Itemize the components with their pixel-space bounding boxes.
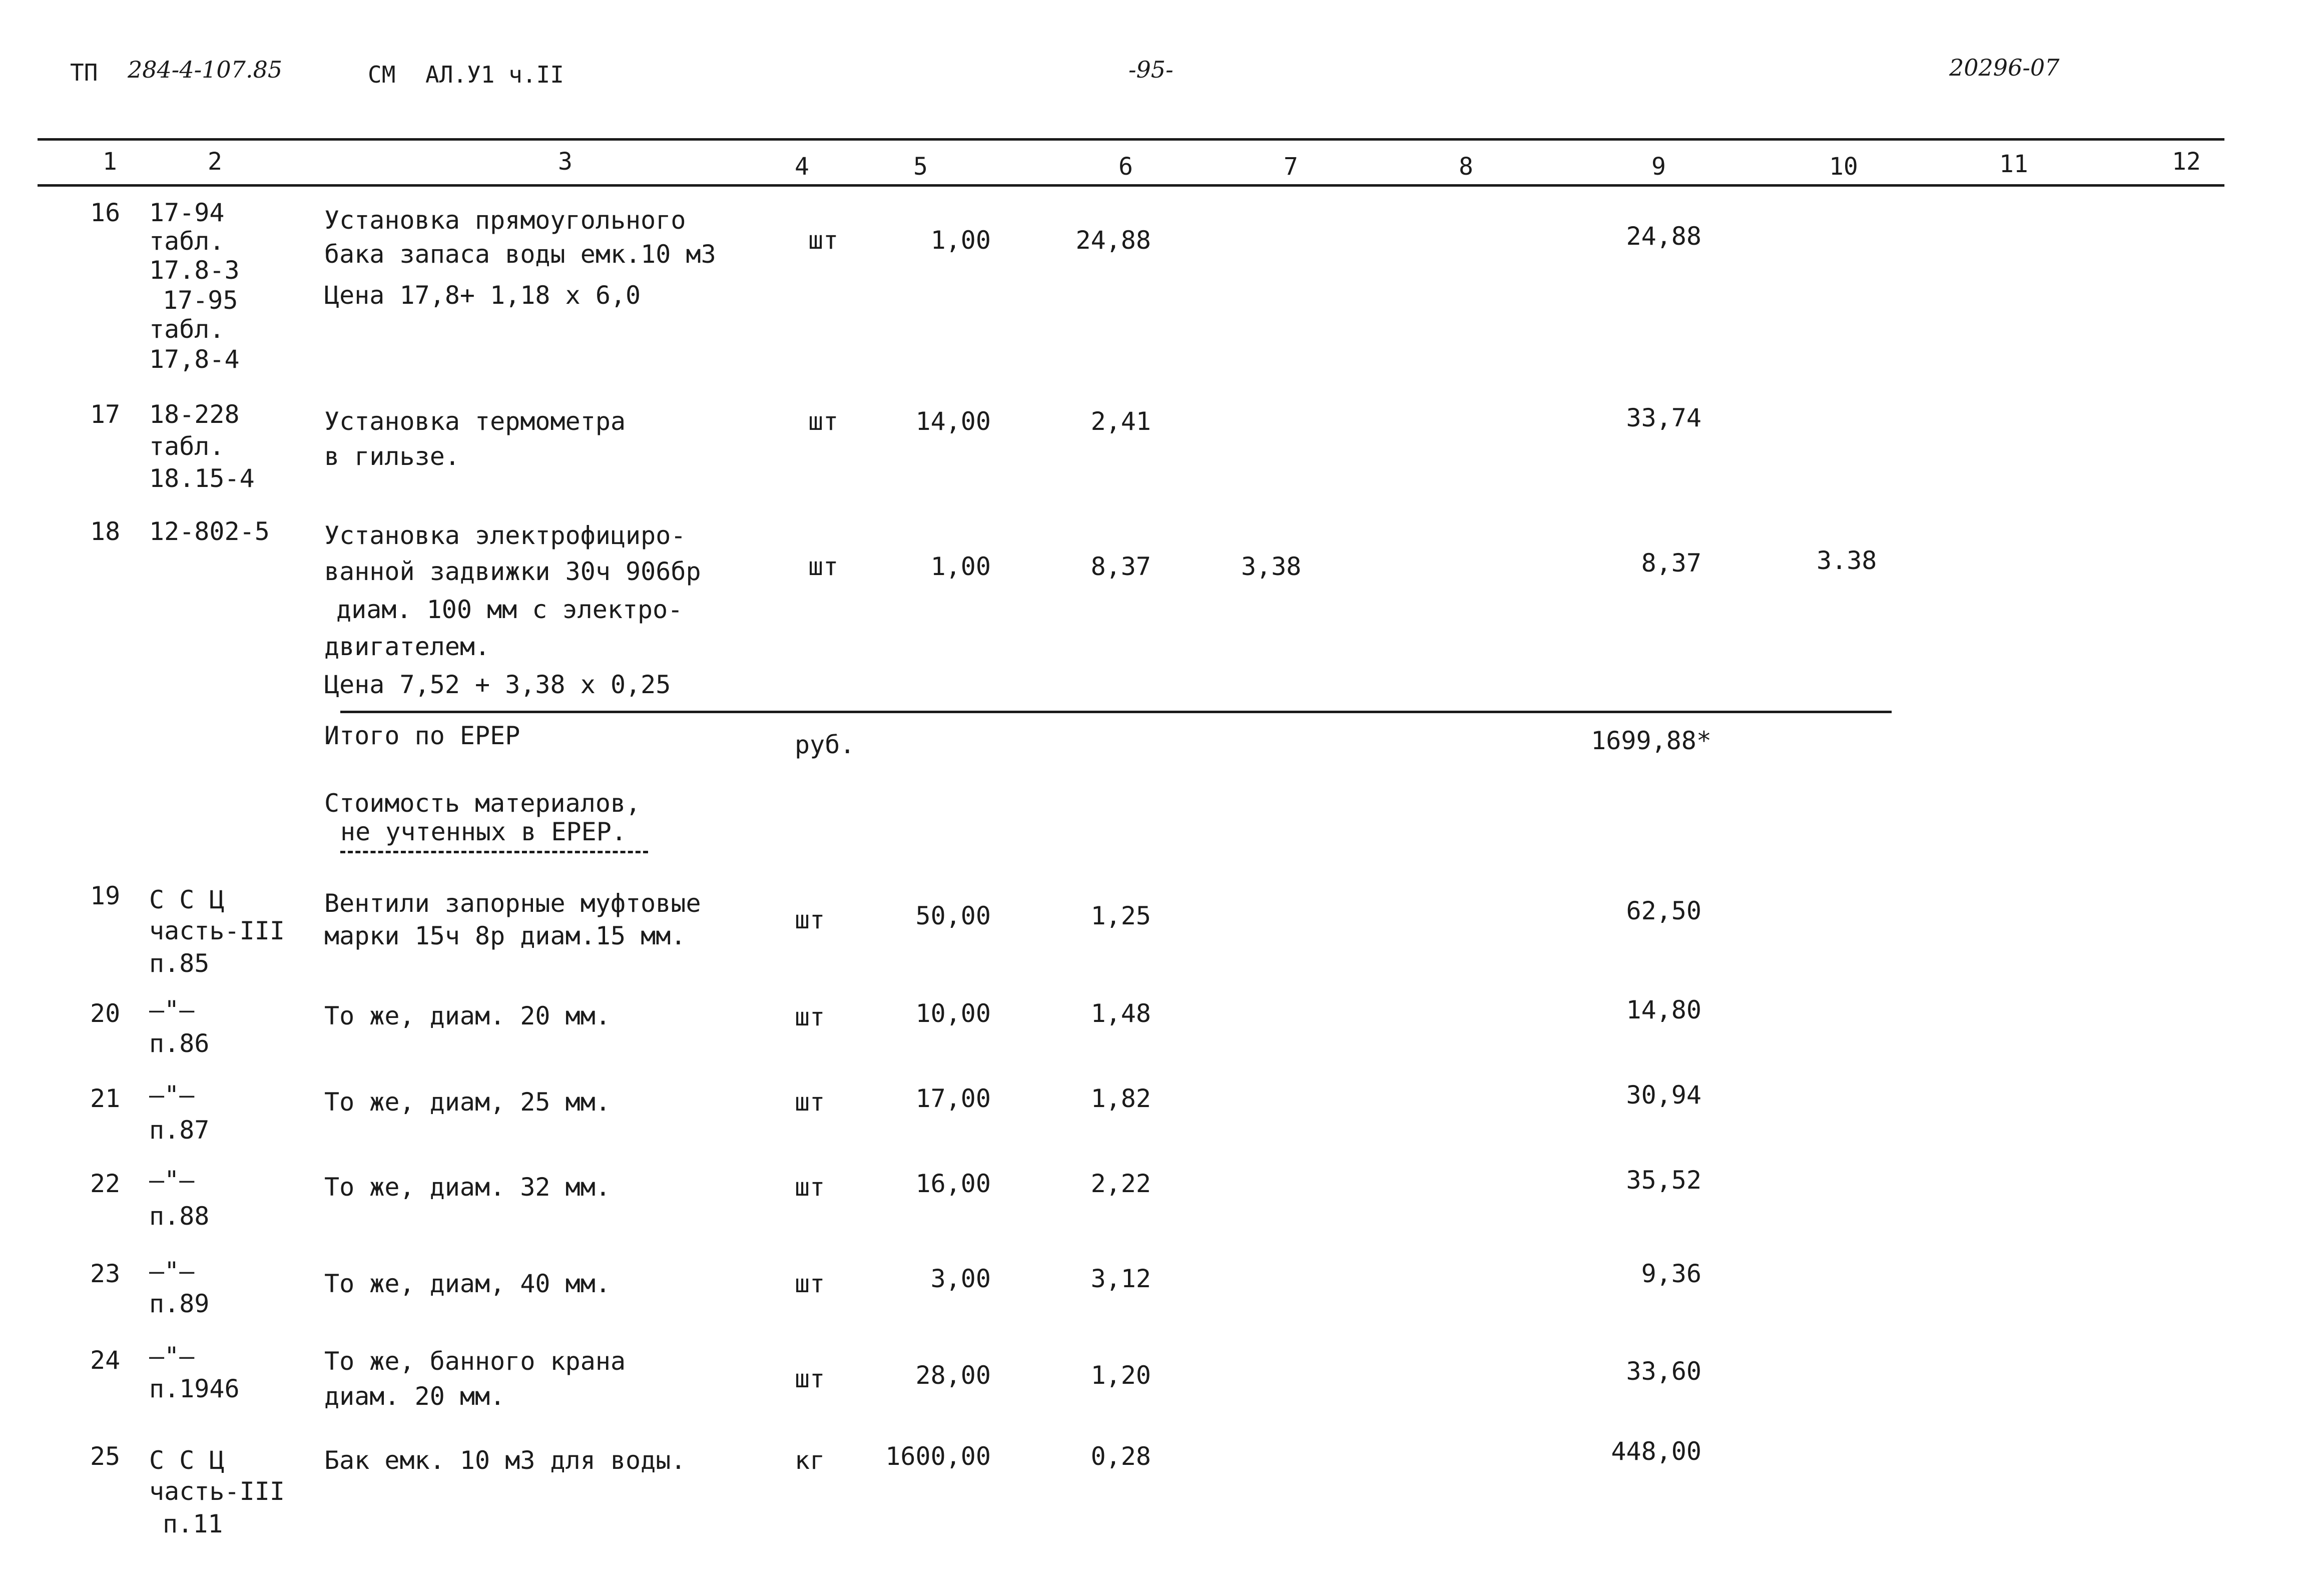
row-23-code-2: п.89 (149, 1289, 210, 1318)
row-16-desc-3: Цена 17,8+ 1,18 х 6,0 (324, 281, 641, 310)
row-25-total: 448,00 (1611, 1437, 1701, 1466)
row-24-number: 24 (90, 1346, 121, 1375)
row-16-code-3: 17.8-3 (149, 256, 240, 285)
row-16-code-4: 17-95 (163, 286, 238, 315)
subtotal-label: Итого по ЕРЕР (324, 721, 520, 750)
row-25-code-2: часть-III (149, 1477, 285, 1506)
row-20-desc-1: То же, диам. 20 мм. (324, 1001, 611, 1030)
row-20-total: 14,80 (1626, 995, 1701, 1024)
subtotal-total: 1699,88* (1591, 726, 1711, 755)
row-17-total: 33,74 (1626, 403, 1701, 432)
row-16-total: 24,88 (1626, 222, 1701, 251)
row-16-quantity: 1,00 (930, 226, 991, 255)
row-16-unit-price: 24,88 (1075, 226, 1151, 255)
document-number: 20296-07 (1949, 54, 2060, 81)
row-17-unit-price: 2,41 (1090, 407, 1151, 436)
row-17-quantity: 14,00 (915, 407, 991, 436)
row-25-quantity: 1600,00 (885, 1442, 991, 1471)
row-16-desc-1: Установка прямоугольного (324, 206, 686, 235)
row-21-unit: шт (795, 1088, 825, 1117)
row-19-code-1: С С Ц (149, 885, 225, 914)
row-18-total: 8,37 (1641, 549, 1701, 578)
row-25-unit-price: 0,28 (1090, 1442, 1151, 1471)
row-24-quantity: 28,00 (915, 1361, 991, 1390)
row-18-desc-1: Установка электрофициро- (324, 521, 686, 550)
row-18-desc-5: Цена 7,52 + 3,38 х 0,25 (324, 670, 671, 699)
row-23-desc-1: То же, диам, 40 мм. (324, 1269, 611, 1298)
column-header-10: 10 (1829, 153, 1858, 181)
row-17-code-1: 18-228 (149, 400, 240, 429)
row-21-total: 30,94 (1626, 1081, 1701, 1110)
column-header-5: 5 (913, 153, 928, 181)
row-22-unit-price: 2,22 (1090, 1169, 1151, 1198)
column-header-9: 9 (1651, 153, 1666, 181)
row-18-unit-price: 8,37 (1090, 552, 1151, 581)
row-16-desc-2: бака запаса воды емк.10 м3 (324, 240, 716, 269)
header-left-code: ТП (70, 59, 98, 86)
row-19-desc-2: марки 15ч 8р диам.15 мм. (324, 921, 686, 950)
row-18-desc-2: ванной задвижки 30ч 906бр (324, 557, 701, 586)
row-21-number: 21 (90, 1084, 121, 1113)
row-16-code-1: 17-94 (149, 198, 225, 227)
header-bottom-rule (38, 184, 2224, 187)
row-25-code-1: С С Ц (149, 1446, 225, 1475)
row-19-quantity: 50,00 (915, 901, 991, 930)
row-22-number: 22 (90, 1169, 121, 1198)
row-24-total: 33,60 (1626, 1357, 1701, 1386)
column-header-11: 11 (1999, 150, 2028, 178)
column-header-3: 3 (558, 148, 572, 176)
column-header-6: 6 (1118, 153, 1133, 181)
row-24-code-2: п.1946 (149, 1374, 240, 1403)
row-20-number: 20 (90, 999, 121, 1028)
row-21-code-1: —"— (149, 1081, 195, 1110)
row-16-code-6: 17,8-4 (149, 345, 240, 374)
row-20-code-1: —"— (149, 995, 195, 1024)
row-22-total: 35,52 (1626, 1166, 1701, 1195)
row-18-col10: 3.38 (1817, 546, 1877, 575)
row-19-desc-1: Вентили запорные муфтовые (324, 889, 701, 918)
column-header-2: 2 (208, 148, 222, 176)
row-19-number: 19 (90, 881, 121, 910)
row-23-code-1: —"— (149, 1257, 195, 1286)
subtotal-rule (340, 711, 1892, 713)
row-22-quantity: 16,00 (915, 1169, 991, 1198)
row-19-code-3: п.85 (149, 949, 210, 978)
row-18-code-1: 12-802-5 (149, 517, 270, 546)
row-18-number: 18 (90, 517, 121, 546)
column-header-8: 8 (1459, 153, 1473, 181)
row-23-total: 9,36 (1641, 1259, 1701, 1288)
row-21-quantity: 17,00 (915, 1084, 991, 1113)
row-22-desc-1: То же, диам. 32 мм. (324, 1173, 611, 1202)
row-22-unit: шт (795, 1173, 825, 1202)
page-number: -95- (1128, 56, 1174, 83)
row-17-code-3: 18.15-4 (149, 464, 255, 493)
row-24-desc-1: То же, банного крана (324, 1347, 626, 1376)
row-22-code-2: п.88 (149, 1202, 210, 1231)
row-20-unit: шт (795, 1002, 825, 1031)
project-number: 284-4-107.85 (128, 56, 283, 83)
row-18-quantity: 1,00 (930, 552, 991, 581)
subtotal-unit: руб. (795, 730, 855, 759)
row-17-desc-2: в гильзе. (324, 442, 460, 471)
row-24-code-1: —"— (149, 1342, 195, 1371)
row-21-desc-1: То же, диам, 25 мм. (324, 1088, 611, 1117)
row-16-unit: шт (808, 226, 839, 255)
column-header-7: 7 (1284, 153, 1298, 181)
row-19-unit-price: 1,25 (1090, 901, 1151, 930)
row-17-desc-1: Установка термометра (324, 407, 626, 436)
row-19-code-2: часть-III (149, 916, 285, 945)
row-24-unit-price: 1,20 (1090, 1361, 1151, 1390)
row-24-unit: шт (795, 1364, 825, 1393)
section-code: СМ (368, 61, 396, 88)
row-16-code-2: табл. (149, 227, 225, 256)
materials-heading-2: не учтенных в ЕРЕР. (340, 817, 627, 846)
row-25-number: 25 (90, 1442, 121, 1471)
row-17-code-2: табл. (149, 432, 225, 461)
materials-heading-1: Стоимость материалов, (324, 789, 641, 818)
row-22-code-1: —"— (149, 1166, 195, 1195)
row-20-code-2: п.86 (149, 1029, 210, 1058)
row-24-desc-2: диам. 20 мм. (324, 1382, 505, 1411)
row-18-desc-4: двигателем. (324, 632, 490, 661)
row-16-number: 16 (90, 198, 121, 227)
row-20-unit-price: 1,48 (1090, 999, 1151, 1028)
row-21-code-2: п.87 (149, 1116, 210, 1145)
row-25-code-3: п.11 (163, 1509, 223, 1538)
row-18-col7: 3,38 (1241, 552, 1302, 581)
row-19-unit: шт (795, 905, 825, 934)
row-25-desc-1: Бак емк. 10 м3 для воды. (324, 1446, 686, 1475)
row-21-unit-price: 1,82 (1090, 1084, 1151, 1113)
album-code: АЛ.У1 ч.II (425, 61, 564, 88)
row-17-unit: шт (808, 407, 839, 436)
column-header-1: 1 (103, 148, 117, 176)
row-23-unit: шт (795, 1269, 825, 1298)
row-18-unit: шт (808, 552, 839, 581)
row-23-unit-price: 3,12 (1090, 1264, 1151, 1293)
header-top-rule (38, 138, 2224, 141)
row-20-quantity: 10,00 (915, 999, 991, 1028)
column-header-4: 4 (795, 153, 809, 181)
row-16-code-5: табл. (149, 315, 225, 344)
row-23-number: 23 (90, 1259, 121, 1288)
materials-heading-underline (340, 851, 648, 853)
row-23-quantity: 3,00 (930, 1264, 991, 1293)
row-19-total: 62,50 (1626, 896, 1701, 925)
row-18-desc-3: диам. 100 мм с электро- (336, 595, 683, 624)
row-25-unit: кг (795, 1446, 825, 1475)
column-header-12: 12 (2172, 148, 2201, 176)
row-17-number: 17 (90, 400, 121, 429)
